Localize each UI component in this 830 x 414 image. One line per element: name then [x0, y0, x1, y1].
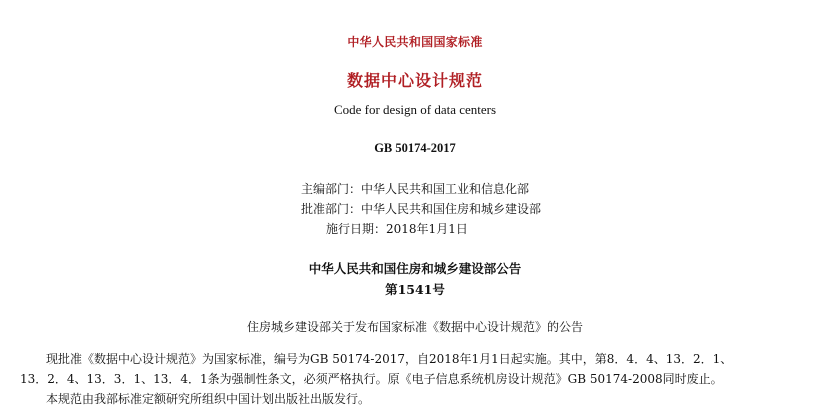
document-title: 数据中心设计规范	[346, 71, 483, 90]
announcement-title: 住房城乡建设部关于发布国家标准《数据中心设计规范》的公告	[246, 320, 583, 334]
chief-department-value: 中华人民共和国工业和信息化部	[361, 182, 530, 196]
standard-type-heading: 中华人民共和国国家标准	[347, 35, 483, 49]
effective-date-label: 施行日期：	[326, 222, 387, 236]
approving-department-value: 中华人民共和国住房和城乡建设部	[361, 202, 542, 216]
standard-code: GB 50174-2017	[374, 141, 456, 155]
chief-department-label: 主编部门：	[301, 182, 362, 196]
announcement-organization: 中华人民共和国住房和城乡建设部公告	[308, 261, 522, 276]
announcement-number: 第1541号	[385, 282, 445, 297]
effective-date-value: 2018年1月1日	[386, 222, 468, 236]
announcement-paragraph-line-2: 13．2．4、13．3．1、13．4．1条为强制性条文，必须严格执行。原《电子信息系统机房设计规范》GB 50174-2008同时废止。	[20, 372, 723, 386]
approving-department-label: 批准部门：	[301, 202, 362, 216]
document-title-english: Code for design of data centers	[333, 102, 497, 117]
approving-department-row	[301, 200, 541, 217]
announcement-paragraph-line-1: 现批准《数据中心设计规范》为国家标准，编号为GB 50174-2017，自2018年1月1日起实施。其中，第8．4．4、13．2．1、	[46, 352, 733, 366]
effective-date-row	[326, 220, 468, 237]
announcement-paragraph-line-3: 本规范由我部标准定额研究所组织中国计划出版社出版发行。	[46, 392, 371, 406]
chief-department-row	[301, 180, 529, 197]
